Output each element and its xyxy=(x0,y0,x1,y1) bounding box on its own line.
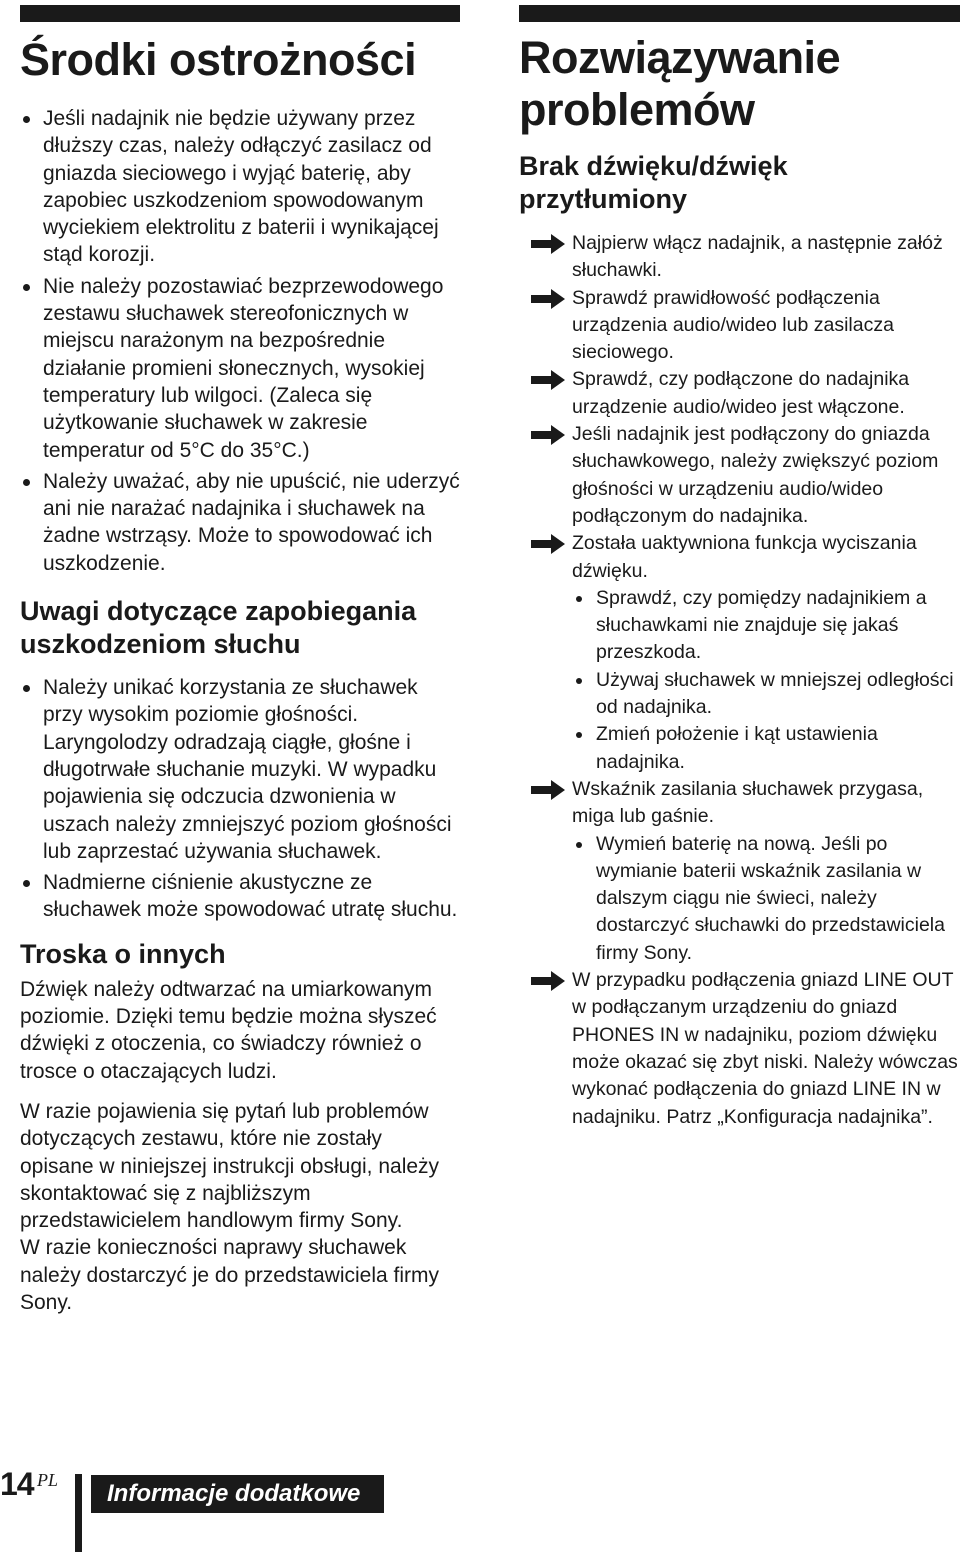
hearing-section-title: Uwagi dotyczące zapobiegania uszkodzeniom słuchu xyxy=(20,596,417,660)
hearing-list xyxy=(20,674,460,924)
top-bar-left xyxy=(20,5,460,22)
left-column xyxy=(20,0,460,1316)
arrow-right-icon xyxy=(531,971,565,991)
list-item: Jeśli nadajnik jest podłączony do gniazda słuchawkowego, należy zwiększyć poziom głośności w urządzeniu audio/wideo podłączonym do nadajnika. xyxy=(519,421,960,530)
repair-paragraph: W razie konieczności naprawy słuchawek należy dostarczyć je do przedstawiciela firmy Sony. xyxy=(20,1236,439,1314)
list-item: Należy uważać, aby nie upuścić, nie uderzyć ani nie narażać nadajnika i słuchawek na żadne wstrząsy. Może to spowodować ich uszkodzenie. xyxy=(20,468,460,577)
footer-divider xyxy=(75,1474,82,1552)
troubleshooting-list xyxy=(519,230,960,1131)
page-language: PL xyxy=(37,1470,59,1490)
list-item: Sprawdź, czy podłączone do nadajnika urządzenie audio/wideo jest włączone. xyxy=(519,366,960,421)
contact-paragraph: W razie pojawienia się pytań lub problemów dotyczących zestawu, które nie zostały opisane w niniejszej instrukcji obsługi, należy skontaktować się z najbliższym przedstawicielem handlowym firmy Sony. xyxy=(20,1099,440,1233)
arrow-right-icon xyxy=(531,289,565,309)
arrow-right-icon xyxy=(531,534,565,554)
list-item: Sprawdź prawidłowość podłączenia urządzenia audio/wideo lub zasilacza sieciowego. xyxy=(519,285,960,367)
right-column xyxy=(519,0,960,1131)
list-item: Nie należy pozostawiać bezprzewodowego zestawu słuchawek stereofonicznych w miejscu narażonym na bezpośrednie działanie promieni słonecznych, wysokiej temperatury lub wilgoci. (Zaleca się użytkowanie słuchawek w zakresie temperatur od 5°C do 35°C.) xyxy=(20,273,460,464)
arrow-right-icon xyxy=(531,234,565,254)
arrow-right-icon xyxy=(531,370,565,390)
list-item: Wskaźnik zasilania słuchawek przygasa, miga lub gaśnie. Wymień baterię na nową. Jeśli po wymianie baterii wskaźnik zasilania w dalszym ciągu nie świeci, należy dostarczyć słuchawki do przedstawiciela firmy Sony. xyxy=(519,776,960,967)
sub-list-item: Sprawdź, czy pomiędzy nadajnikiem a słuchawkami nie znajduje się jakaś przeszkoda. xyxy=(572,585,960,667)
list-item: Została uaktywniona funkcja wyciszania dźwięku. Sprawdź, czy pomiędzy nadajnikiem a słuchawkami nie znajduje się jakaś przeszkoda. Używaj słuchawek w mniejszej odległości od nadajnika. Zmień położenie i kąt ustawienia nadajnika. xyxy=(519,530,960,776)
arrow-right-icon xyxy=(531,425,565,445)
list-item: Należy unikać korzystania ze słuchawek przy wysokim poziomie głośności. Laryngolodzy odradzają ciągłe, głośne i długotrwałe słuchanie muzyki. W wypadku pojawienia się odczucia dzwonienia w uszach należy zmniejszyć poziom głośności lub zaprzestać używania słuchawek. xyxy=(20,674,460,865)
troubleshooting-title: Rozwiązywanie problemów xyxy=(519,32,841,135)
precautions-title: Środki ostrożności xyxy=(20,34,417,85)
list-item: Nadmierne ciśnienie akustyczne ze słuchawek może spowodować utratę słuchu. xyxy=(20,869,460,924)
list-item: Najpierw włącz nadajnik, a następnie załóż słuchawki. xyxy=(519,230,960,285)
power-subitems xyxy=(572,831,960,967)
precautions-list xyxy=(20,105,460,577)
list-item: Jeśli nadajnik nie będzie używany przez dłuższy czas, należy odłączyć zasilacz od gniazda sieciowego i wyjąć baterię, aby zapobiec uszkodzeniom spowodowanym wyciekiem elektrolitu z baterii i wynikającej stąd korozji. xyxy=(20,105,460,269)
others-section-title: Troska o innych xyxy=(20,938,226,969)
no-sound-subtitle: Brak dźwięku/dźwięk przytłumiony xyxy=(519,151,788,214)
list-item: W przypadku podłączenia gniazd LINE OUT w podłączanym urządzeniu do gniazd PHONES IN w nadajniku, poziom dźwięku może okazać się zbyt niski. Należy wówczas wykonać podłączenia do gniazd LINE IN w nadajniku. Patrz „Konfiguracja nadajnika”. xyxy=(519,967,960,1131)
sub-list-item: Używaj słuchawek w mniejszej odległości od nadajnika. xyxy=(572,667,960,722)
top-bar-right xyxy=(519,5,960,22)
others-paragraph: Dźwięk należy odtwarzać na umiarkowanym poziomie. Dzięki temu będzie można słyszeć dźwięki z otoczenia, co świadczy również o trosce o otaczających ludzi. xyxy=(20,977,437,1083)
section-tab: Informacje dodatkowe xyxy=(91,1475,384,1513)
sub-list-item: Zmień położenie i kąt ustawienia nadajnika. xyxy=(572,721,960,776)
arrow-right-icon xyxy=(531,780,565,800)
page-number: 14 xyxy=(0,1466,34,1502)
sub-list-item: Wymień baterię na nową. Jeśli po wymianie baterii wskaźnik zasilania w dalszym ciągu nie świeci, należy dostarczyć słuchawki do przedstawiciela firmy Sony. xyxy=(572,831,960,967)
mute-subitems xyxy=(572,585,960,776)
